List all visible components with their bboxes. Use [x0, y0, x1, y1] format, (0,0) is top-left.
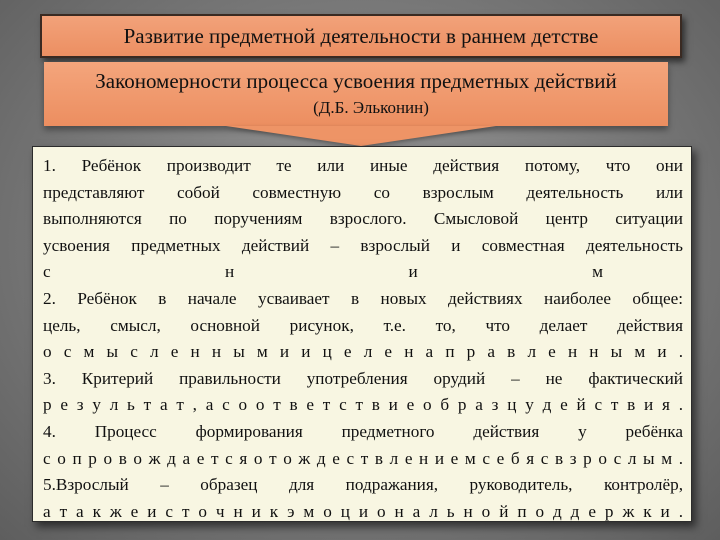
slide-title-text: Развитие предметной деятельности в раннем детстве — [123, 23, 599, 48]
content-line: о с м ы с л е н н ы м и и ц е л е н а п р а в л е н н ы м и . — [43, 342, 683, 362]
content-line: 3. Критерий правильности употребления орудий – не фактический — [43, 368, 683, 388]
content-line: выполняются по поручениям взрослого. Смысловой центр ситуации — [43, 209, 683, 229]
content-line: 5.Взрослый – образец для подражания, руководитель, контролёр, — [43, 475, 683, 495]
subtitle-author: (Д.Б. Эльконин) — [313, 98, 429, 117]
content-line: с н и м — [43, 262, 603, 282]
slide-title — [40, 14, 682, 58]
content-line: с о п р о в о ж д а е т с я о т о ж д е с т в л е н и е м с е б я с в з р о с л ы м . — [43, 448, 683, 468]
content-line: 1. Ребёнок производит те или иные действия потому, что они — [43, 156, 683, 175]
content-line: 2. Ребёнок в начале усваивает в новых действиях наиболее общее: — [43, 288, 683, 308]
content-line: представляют собой совместную со взрослым деятельность или — [43, 182, 683, 202]
content-line: а т а к ж е и с т о ч н и к э м о ц и о н а л ь н о й п о д д е р ж к и . — [43, 501, 683, 521]
subtitle-text: Закономерности процесса усвоения предметных действий — [95, 69, 617, 93]
content-line: усвоения предметных действий – взрослый и совместная деятельность — [43, 235, 683, 255]
content-line: р е з у л ь т а т , а с о о т в е т с т в и е о б р а з ц у д е й с т в и я . — [43, 395, 683, 415]
subtitle-banner — [44, 62, 668, 126]
content-line: 4. Процесс формирования предметного действия у ребёнка — [43, 421, 683, 441]
down-arrow-icon — [226, 126, 496, 146]
content-line: цель, смысл, основной рисунок, т.е. то, что делает действия — [43, 315, 683, 335]
content-panel — [32, 146, 692, 522]
